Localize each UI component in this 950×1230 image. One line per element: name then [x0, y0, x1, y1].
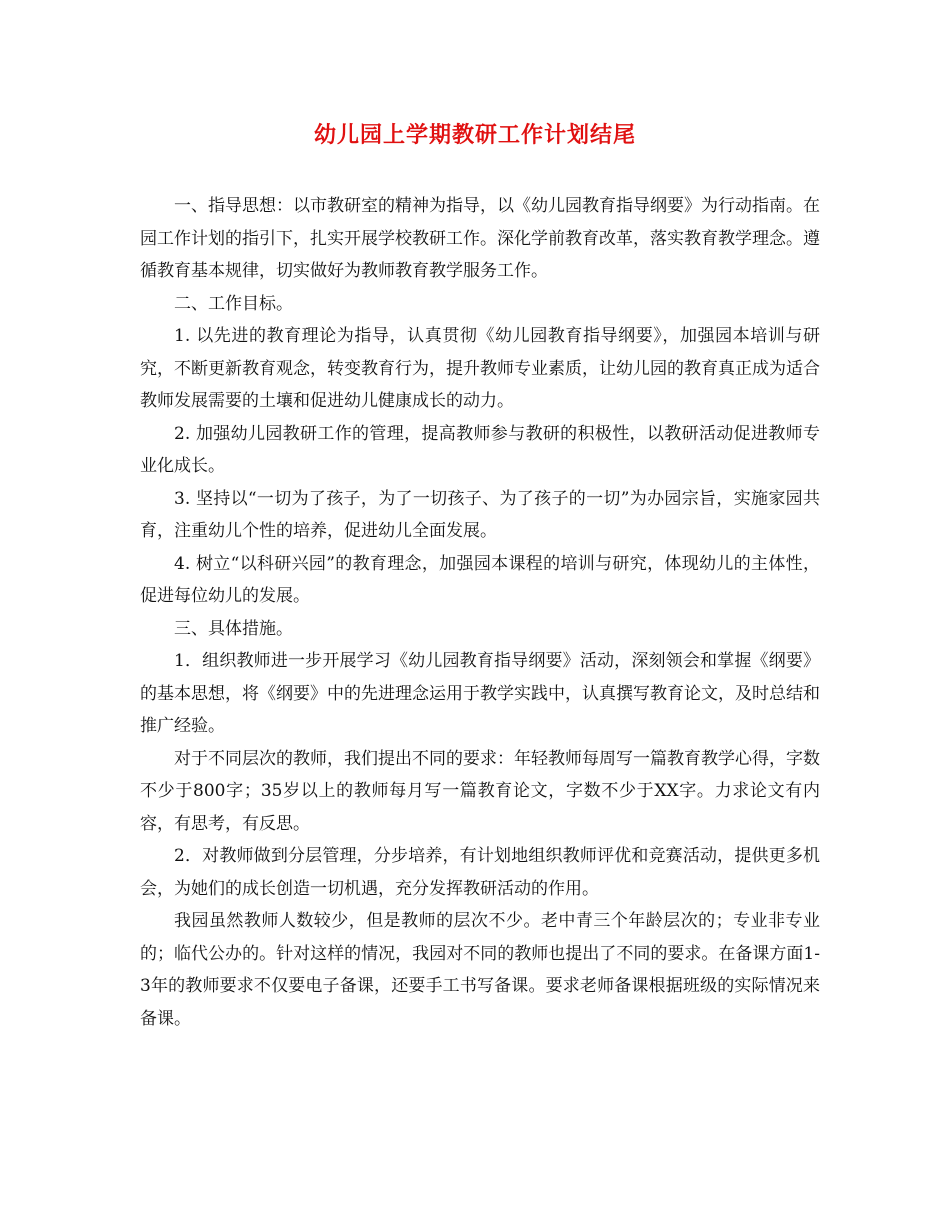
paragraph-measure-1: 1．组织教师进一步开展学习《幼儿园教育指导纲要》活动，深刻领会和掌握《纲要》的基本思想，将《纲要》中的先进理念运用于教学实践中，认真撰写教育论文，及时总结和推广经验。 [140, 651, 820, 736]
heading-work-goals: 二、工作目标。 [174, 293, 293, 314]
paragraph-teacher-levels: 我园虽然教师人数较少，但是教师的层次不少。老中青三个年龄层次的；专业非专业的；临代公办的。针对这样的情况，我园对不同的教师也提出了不同的要求。在备课方面1-3年的教师要求不仅要电子备课，还要手工书写备课。要求老师备课根据班级的实际情况来备课。 [140, 911, 820, 1029]
paragraph-goal-1: 1. 以先进的教育理论为指导，认真贯彻《幼儿园教育指导纲要》，加强园本培训与研究，不断更新教育观念，转变教育行为，提升教师专业素质，让幼儿园的教育真正成为适合教师发展需要的土壤和促进幼儿健康成长的动力。 [140, 326, 820, 411]
heading-specific-measures: 三、具体措施。 [174, 618, 293, 639]
paragraph-guiding-thought: 一、指导思想：以市教研室的精神为指导，以《幼儿园教育指导纲要》为行动指南。在园工作计划的指引下，扎实开展学校教研工作。深化学前教育改革，落实教育教学理念。遵循教育基本规律，切实做好为教师教育教学服务工作。 [140, 196, 820, 281]
paragraph-goal-4: 4. 树立“以科研兴园”的教育理念，加强园本课程的培训与研究，体现幼儿的主体性，促进每位幼儿的发展。 [140, 553, 820, 606]
page-title: 幼儿园上学期教研工作计划结尾 [313, 122, 636, 148]
paragraph-goal-2: 2. 加强幼儿园教研工作的管理，提高教师参与教研的积极性，以教研活动促进教师专业化成长。 [140, 423, 820, 476]
paragraph-teacher-requirements: 对于不同层次的教师，我们提出不同的要求：年轻教师每周写一篇教育教学心得，字数不少于800字；35岁以上的教师每月写一篇教育论文，字数不少于XX字。力求论文有内容，有思考，有反思。 [140, 748, 820, 834]
paragraph-goal-3: 3. 坚持以“一切为了孩子，为了一切孩子、为了孩子的一切”为办园宗旨，实施家园共育，注重幼儿个性的培养，促进幼儿全面发展。 [140, 488, 820, 541]
paragraph-measure-2: 2．对教师做到分层管理，分步培养，有计划地组织教师评优和竞赛活动，提供更多机会，为她们的成长创造一切机遇，充分发挥教研活动的作用。 [140, 846, 820, 899]
document-body [140, 190, 820, 1035]
